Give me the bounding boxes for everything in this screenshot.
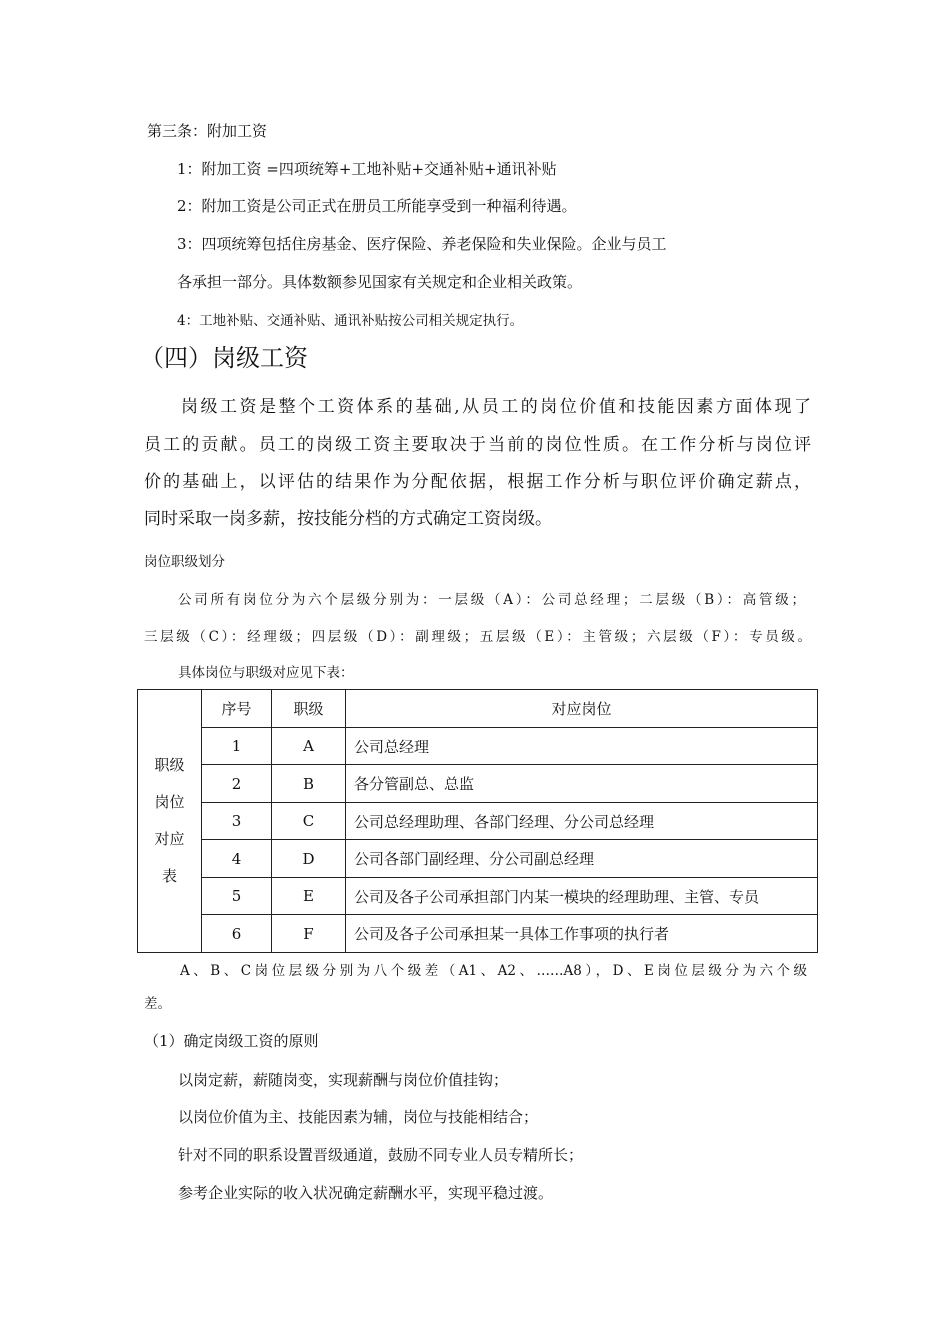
principle-item: 参考企业实际的收入状况确定薪酬水平，实现平稳过渡。 <box>178 1184 554 1202</box>
principles-title: （1）确定岗级工资的原则 <box>144 1032 319 1050</box>
table-side-label: 职级 岗位 对应 表 <box>138 690 202 953</box>
principle-item: 针对不同的职系设置晋级通道，鼓励不同专业人员专精所长； <box>178 1146 584 1164</box>
table-intro: 具体岗位与职级对应见下表： <box>178 665 354 681</box>
section4-para-line-1: 岗级工资是整个工资体系的基础,从员工的岗位价值和技能因素方面体现了 <box>181 397 811 417</box>
table-row: 6 F 公司及各子公司承担某一具体工作事项的执行者 <box>138 915 818 953</box>
levels-line-1: 公司所有岗位分为六个层级分别为：一层级（A）：公司总经理；二层级（B）：高管级； <box>178 592 805 608</box>
article3-item-4: 4：工地补贴、交通补贴、通讯补贴按公司相关规定执行。 <box>177 313 524 329</box>
table-header-row <box>138 690 818 728</box>
section4-para-line-2: 员工的贡献。员工的岗级工资主要取决于当前的岗位性质。在工作分析与岗位评 <box>144 435 811 455</box>
table-row: 5 E 公司及各子公司承担部门内某一模块的经理助理、主管、专员 <box>138 878 818 915</box>
header-position: 对应岗位 <box>346 690 818 728</box>
table-row: 3 C 公司总经理助理、各部门经理、分公司总经理 <box>138 803 818 840</box>
section4-sub-title: 岗位职级划分 <box>144 554 225 570</box>
header-grade: 职级 <box>272 690 346 728</box>
grade-table <box>137 689 818 953</box>
grade-note-line-2: 差。 <box>144 996 171 1012</box>
section4-para-line-3: 价的基础上，以评估的结果作为分配依据，根据工作分析与职位评价确定薪点， <box>144 472 811 492</box>
table-row: 1 A 公司总经理 <box>138 728 818 765</box>
header-index: 序号 <box>202 690 272 728</box>
article3-item-2: 2：附加工资是公司正式在册员工所能享受到一种福利待遇。 <box>177 197 577 215</box>
grade-note-line-1: A、B、C岗位层级分别为八个级差（A1、A2、……A8），D、E岗位层级分为六个级 <box>180 963 807 979</box>
principle-item: 以岗位价值为主、技能因素为辅，岗位与技能相结合； <box>178 1108 539 1126</box>
levels-line-2: 三层级（C）：经理级；四层级（D）：副理级；五层级（E）：主管级；六层级（F）：专员级。 <box>144 629 811 645</box>
article3-title: 第三条：附加工资 <box>147 122 268 140</box>
table-row: 4 D 公司各部门副经理、分公司副总经理 <box>138 840 818 878</box>
article3-item-3-line2: 各承担一部分。具体数额参见国家有关规定和企业相关政策。 <box>177 273 583 291</box>
section4-heading: （四）岗级工资 <box>140 344 308 372</box>
principle-item: 以岗定薪，薪随岗变，实现薪酬与岗位价值挂钩； <box>178 1071 509 1089</box>
section4-para-line-4: 同时采取一岗多薪，按技能分档的方式确定工资岗级。 <box>144 509 552 529</box>
article3-item-3-line1: 3：四项统筹包括住房基金、医疗保险、养老保险和失业保险。企业与员工 <box>177 235 667 253</box>
table-row: 2 B 各分管副总、总监 <box>138 765 818 803</box>
article3-item-1: 1：附加工资 =四项统筹+工地补贴+交通补贴+通讯补贴 <box>177 160 557 178</box>
